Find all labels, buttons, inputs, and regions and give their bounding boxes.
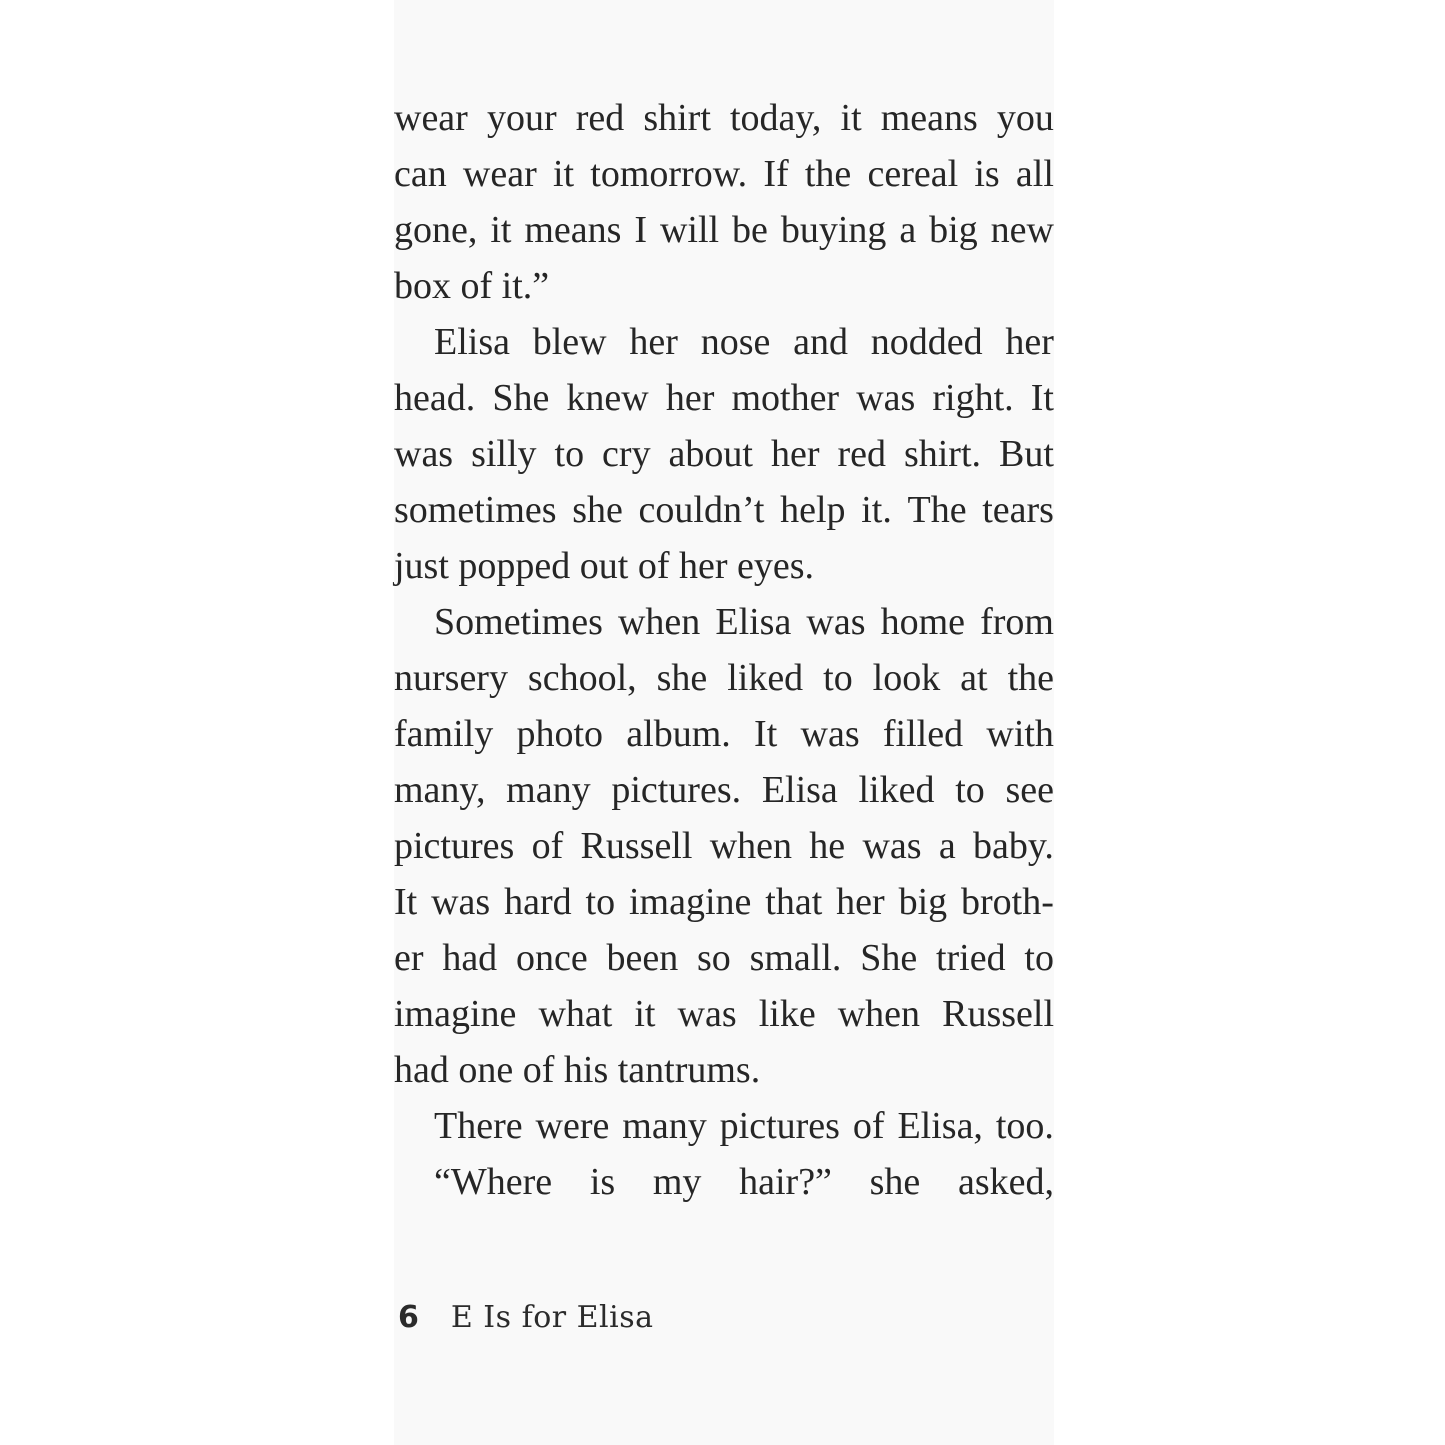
text-line: head. She knew her mother was right. It — [394, 377, 1054, 419]
book-page — [394, 0, 1054, 1445]
page-number: 6 — [398, 1300, 419, 1335]
text-line: It was hard to imagine that her big broth- — [394, 881, 1054, 923]
text-line: was silly to cry about her red shirt. But — [394, 433, 1054, 475]
text-line: can wear it tomorrow. If the cereal is all — [394, 153, 1054, 195]
text-line: many, many pictures. Elisa liked to see — [394, 769, 1054, 811]
text-block — [394, 90, 1054, 1210]
text-line: gone, it means I will be buying a big new — [394, 209, 1054, 251]
text-line: pictures of Russell when he was a baby. — [394, 825, 1054, 867]
page-footer — [398, 1300, 654, 1335]
text-line: imagine what it was like when Russell — [394, 993, 1054, 1035]
text-line: family photo album. It was filled with — [394, 713, 1054, 755]
text-line: er had once been so small. She tried to — [394, 937, 1054, 979]
text-line: sometimes she couldn’t help it. The tears — [394, 489, 1054, 531]
text-line: wear your red shirt today, it means you — [394, 97, 1054, 139]
text-line: Sometimes when Elisa was home from — [434, 601, 1054, 643]
text-line: had one of his tantrums. — [394, 1049, 761, 1091]
text-line: “Where is my hair?” she asked, — [434, 1161, 1054, 1203]
text-line: There were many pictures of Elisa, too. — [434, 1105, 1054, 1147]
text-line: just popped out of her eyes. — [394, 545, 815, 587]
text-line: Elisa blew her nose and nodded her — [434, 321, 1054, 363]
running-title: E Is for Elisa — [450, 1300, 654, 1335]
text-line: nursery school, she liked to look at the — [394, 657, 1054, 699]
text-line: box of it.” — [394, 265, 550, 307]
